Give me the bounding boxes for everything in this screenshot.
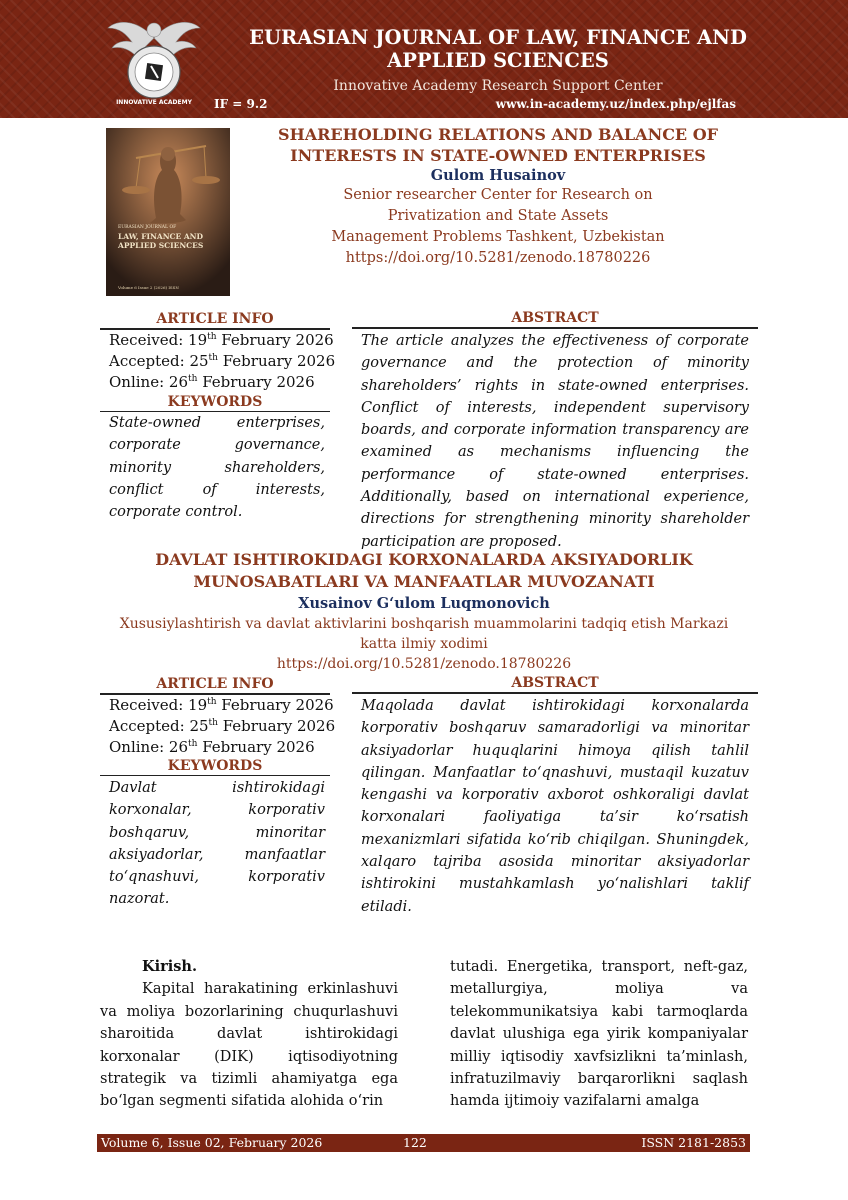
author-affiliation-uz: katta ilmiy xodimi <box>360 636 488 652</box>
divider <box>100 775 330 776</box>
received-date-uz: Received: 19th February 2026 <box>109 696 334 714</box>
journal-banner <box>0 0 848 118</box>
footer-issn: ISSN 2181-2853 <box>641 1135 746 1150</box>
article-title: SHAREHOLDING RELATIONS AND BALANCE OF INTERESTS IN STATE-OWNED ENTERPRISES <box>278 125 718 165</box>
journal-url[interactable]: www.in-academy.uz/index.php/ejlfas <box>495 97 736 111</box>
article-info-heading-uz: ARTICLE INFO <box>156 676 274 692</box>
article-title-uz: MUNOSABATLARI VA MANFAATLAR MUVOZANATI <box>193 572 655 591</box>
divider <box>100 693 330 695</box>
journal-cover-image <box>106 128 230 296</box>
author-affiliation-line: Senior researcher Center for Research on <box>343 187 653 203</box>
cover-top-text: EURASIAN JOURNAL OF <box>118 225 177 230</box>
keywords-text-uz: Davlat ishtirokidagi korxonalar, korporativ boshqaruv, minoritar aksiyadorlar, manfaatlar to‘qnashuvi, korporativ nazorat. <box>109 780 325 908</box>
cover-title-text: LAW, FINANCE AND APPLIED SCIENCES <box>118 232 204 250</box>
body-paragraph: Kapital harakatining erkinlashuvi va moliya bozorlarining chuqurlashuvi sharoitida davlat ishtirokidagi korxonalar (DIK) iqtisodiyotning strategik va tizimli ahamiyatga ega bo‘lgan segmenti sifatida alohida o‘rin <box>100 981 398 1110</box>
author-affiliation-line: Privatization and State Assets <box>387 208 609 224</box>
journal-subtitle: Innovative Academy Research Support Center <box>333 78 663 94</box>
abstract-text-uz: Maqolada davlat ishtirokidagi korxonalarda korporativ boshqaruv samaradorligi va minoritar aksiyadorlar huquqlarini himoya qilish tahlil qilingan. Manfaatlar to‘qnashuvi, mustaqil kuzatuv kengashi va korporativ axborot oshkoraligi davlat korxonalari faoliyatiga ta’sir ko‘rsatish mexanizmlari sifatida ko‘rib chiqilgan. Shuningdek, xalqaro tajriba asosida minoritar aksiyadorlar ishtirokini mustahkamlash yo‘nalishlari taklif etiladi. <box>361 698 749 915</box>
article-title-block <box>248 124 748 269</box>
cover-issue-text: Volume 6 Issue 2 (2026) ISSN <box>118 285 179 290</box>
journal-title: EURASIAN JOURNAL OF LAW, FINANCE AND APPLIED SCIENCES <box>249 26 747 72</box>
article-author-uz: Xusainov G‘ulom Luqmonovich <box>298 595 550 612</box>
doi-link[interactable]: https://doi.org/10.5281/zenodo.18780226 <box>345 250 651 266</box>
lady-justice-illustration <box>106 128 230 296</box>
keywords-text: State-owned enterprises, corporate governance, minority shareholders, conflict of interests, corporate control. <box>109 415 325 521</box>
abstract-heading: ABSTRACT <box>511 310 599 326</box>
article-title-uz: DAVLAT ISHTIROKIDAGI KORXONALARDA AKSIYADORLIK <box>155 550 693 569</box>
page-footer <box>97 1134 750 1152</box>
article-author: Gulom Husainov <box>430 167 566 184</box>
received-date: Received: 19th February 2026 <box>109 331 334 349</box>
divider <box>352 327 758 329</box>
author-affiliation-line: Management Problems Tashkent, Uzbekistan <box>331 229 665 245</box>
logo-text: INNOVATIVE ACADEMY <box>116 99 192 106</box>
impact-factor: IF = 9.2 <box>214 97 268 111</box>
abstract-text: The article analyzes the effectiveness of corporate governance and the protection of minority shareholders’ rights in state-owned enterprises. Conflict of interests, independent supervisory boards, and corporate information transparency are examined as mechanisms influencing the performance of state-owned enterprises. Additionally, based on international experience, directions for strengthening minority shareholder participation are proposed. <box>361 333 749 550</box>
online-date-uz: Online: 26th February 2026 <box>109 738 315 756</box>
doi-link-uz[interactable]: https://doi.org/10.5281/zenodo.18780226 <box>276 656 572 672</box>
divider <box>100 328 330 330</box>
body-column-right <box>450 956 748 1113</box>
body-column-left <box>100 956 398 1113</box>
online-date: Online: 26th February 2026 <box>109 373 315 391</box>
keywords-heading-uz: KEYWORDS <box>167 758 263 774</box>
keywords-heading: KEYWORDS <box>167 394 263 410</box>
page-number: 122 <box>403 1135 427 1150</box>
section-heading: Kirish. <box>142 958 198 975</box>
article-info-heading: ARTICLE INFO <box>156 311 274 327</box>
accepted-date: Accepted: 25th February 2026 <box>109 352 336 370</box>
journal-logo <box>106 8 202 108</box>
body-paragraph: tutadi. Energetika, transport, neft-gaz, metallurgiya, moliya va telekommunikatsiya kabi tarmoqlarda davlat ulushiga ega yirik kompaniyalar milliy iqtisodiy xavfsizlikni ta’minlash, infratuzilmaviy barqarorlikni saqlash hamda ijtimoiy vazifalarni amalga <box>450 959 748 1110</box>
accepted-date-uz: Accepted: 25th February 2026 <box>109 717 336 735</box>
abstract-heading-uz: ABSTRACT <box>511 675 599 691</box>
footer-volume: Volume 6, Issue 02, February 2026 <box>101 1135 323 1150</box>
divider <box>352 692 758 694</box>
author-affiliation-uz: Xususiylashtirish va davlat aktivlarini boshqarish muammolarini tadqiq etish Markazi <box>119 616 729 632</box>
